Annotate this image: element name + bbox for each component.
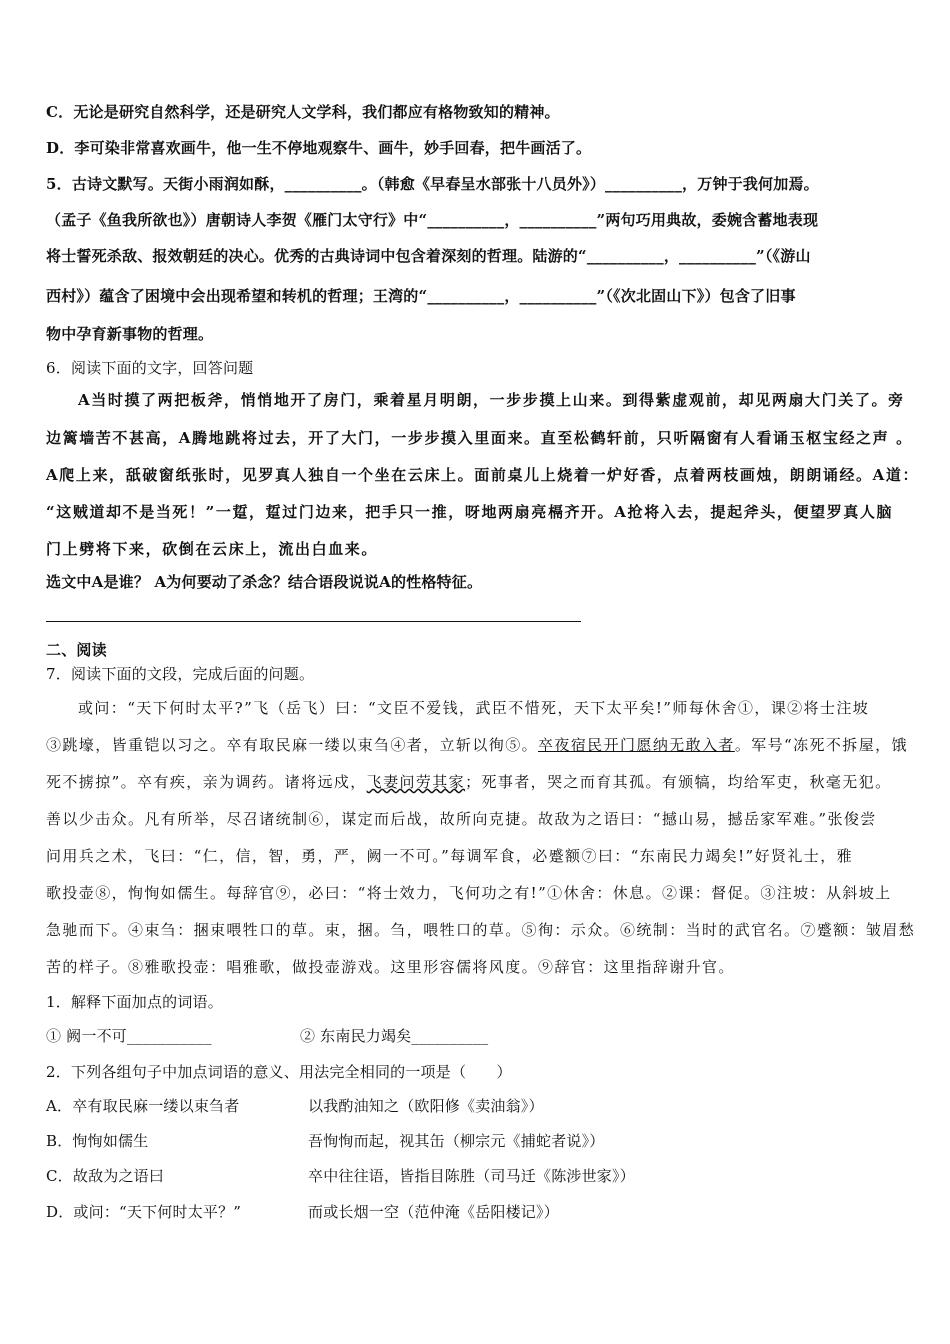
option-b-right: 吾恂恂而起，视其缶（柳宗元《捕蛇者说》）: [308, 1132, 605, 1150]
option-row-a: [46, 1094, 910, 1118]
answer-line: [46, 621, 581, 622]
wavy-underlined-phrase: 飞妻问劳其家: [366, 773, 466, 791]
sub-question-1: 1．解释下面加点的词语。: [46, 993, 223, 1011]
option-row-d: [46, 1200, 910, 1224]
q5-line-4: 西村》）蕴含了困境中会出现希望和转机的哲理；王湾的“__________，__________”（《次北固山下》）包含了旧事: [46, 287, 796, 305]
q6-passage-line-3: A爬上来，舐破窗纸张时，见罗真人独自一个坐在云床上。面前桌儿上烧着一炉好香，点着两枝画烛，朗朗诵经。A道：: [46, 466, 920, 484]
q6-question: 选文中A是谁？ A为何要动了杀念？结合语段说说A的性格特征。: [46, 573, 483, 591]
option-c-right: 卒中往往语，皆指目陈胜（司马迁《陈涉世家》）: [308, 1167, 635, 1185]
option-row-b: [46, 1129, 910, 1153]
q6-passage-line-1: A当时摸了两把板斧，悄悄地开了房门，乘着星月明朗，一步步摸上山来。到得紫虚观前，却见两扇大门关了。旁: [78, 391, 905, 409]
q6-passage-line-5: 门上劈将下来，砍倒在云床上，流出白血来。: [46, 540, 379, 558]
sub-question-1-items: [46, 1024, 910, 1048]
sub1-item-a: ① 阙一不可___________: [46, 1027, 212, 1045]
q5-line-3: 将士誓死杀敌、报效朝廷的决心。优秀的古典诗词中包含着深刻的哲理。陆游的“__________，__________”（《游山: [46, 247, 811, 265]
option-c: C．无论是研究自然科学，还是研究人文学科，我们都应有格物致知的精神。: [46, 103, 560, 121]
q7-passage-line-3: 死不掳掠”。卒有疾，亲为调药。诸将远戍，飞妻问劳其家；死事者，哭之而育其孤。有颁犒，均给军吏，秋毫无犯。: [46, 773, 892, 791]
option-a-left: A．卒有取民麻一缕以束刍者: [46, 1097, 240, 1115]
q6-passage-line-2: 边篱墙苦不甚高，A腾地跳将过去，开了大门，一步步摸入里面来。直至松鹤轩前，只听隔窗有人看诵玉枢宝经之声 。: [46, 429, 913, 447]
q7-passage-line-4: 善以少击众。凡有所举，尽召诸统制⑥，谋定而后战，故所向克捷。故敌为之语曰：“撼山易，撼岳家军难。”张俊尝: [46, 810, 877, 828]
option-c-left: C．故敌为之语曰: [46, 1167, 165, 1185]
q6-passage-line-4: “这贼道却不是当死！”一踅，踅过门边来，把手只一推，呀地两扇亮槅齐开。A抢将入去，提起斧头，便望罗真人脑: [46, 503, 894, 521]
option-b-left: B．恂恂如儒生: [46, 1132, 149, 1150]
q7-title: 7．阅读下面的文段，完成后面的问题。: [46, 665, 315, 683]
option-row-c: [46, 1164, 910, 1188]
underlined-sentence: 卒夜宿民开门愿纳无敢入者: [538, 736, 735, 754]
q6-title: 6．阅读下面的文字，回答问题: [46, 359, 254, 377]
section-heading: 二、阅读: [46, 641, 107, 659]
q7-passage-line-1: 或问：“天下何时太平?”飞（岳飞）曰：“文臣不爱钱，武臣不惜死，天下太平矣!”师每休舍①，课②将士注坡: [78, 699, 870, 717]
q5-line-5: 物中孕育新事物的哲理。: [46, 325, 214, 343]
q7-passage-line-6: 歌投壶⑧，恂恂如儒生。每辞官⑨，必曰：“将士效力，飞何功之有!”①休舍：休息。②课：督促。③注坡：从斜坡上: [46, 884, 892, 902]
q7-passage-line-2: ③跳壕，皆重铠以习之。卒有取民麻一缕以束刍④者，立斩以徇⑤。卒夜宿民开门愿纳无敢入者。军号“冻死不拆屋，饿: [46, 736, 908, 754]
q7-passage-line-8: 苦的样子。⑧雅歌投壶：唱雅歌，做投壶游戏。这里形容儒将风度。⑨辞官：这里指辞谢升官。: [46, 958, 735, 976]
option-d: D．李可染非常喜欢画牛，他一生不停地观察牛、画牛，妙手回春，把牛画活了。: [46, 139, 592, 157]
q5-line-1: 5．古诗文默写。天街小雨润如酥，__________。（韩愈《早春呈水部张十八员外》）__________，万钟于我何加焉。: [46, 175, 819, 193]
option-a-right: 以我酌油知之（欧阳修《卖油翁》）: [308, 1097, 544, 1115]
option-d-left: D．或问：“天下何时太平？”: [46, 1203, 242, 1221]
sub-question-2: 2．下列各组句子中加点词语的意义、用法完全相同的一项是（ ）: [46, 1063, 512, 1081]
option-d-right: 而或长烟一空（范仲淹《岳阳楼记》）: [308, 1203, 559, 1221]
q7-passage-line-7: 急驰而下。④束刍：捆束喂牲口的草。束，捆。刍，喂牲口的草。⑤徇：示众。⑥统制：当时的武官名。⑦蹙额：皱眉愁: [46, 921, 916, 939]
q7-passage-line-5: 问用兵之术，飞曰：“仁，信，智，勇，严，阙一不可。”每调军食，必蹙额⑦曰：“东南民力竭矣!”好贤礼士，雅: [46, 847, 854, 865]
sub1-item-b: ② 东南民力竭矣__________: [300, 1027, 489, 1045]
q5-line-2: （孟子《鱼我所欲也》）唐朝诗人李贺《雁门太守行》中“__________，__________”两句巧用典故，委婉含蓄地表现: [46, 211, 819, 229]
